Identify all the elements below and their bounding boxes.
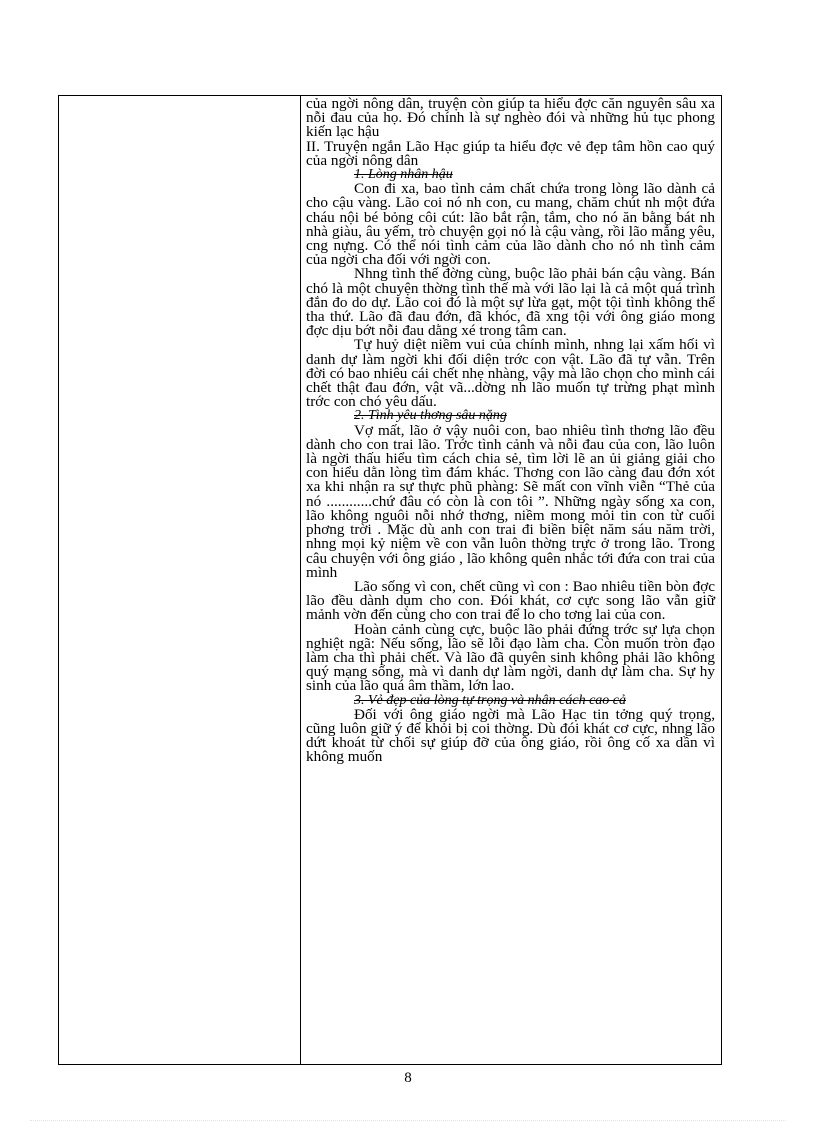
paragraph-intro: của ngời nông dân, truyện còn giúp ta hiểu đợc căn nguyên sâu xa nỗi đau của họ. Đó chính là sự nghèo đói và những hủ tục phong kiến lạc hậu (306, 96, 715, 141)
paragraph-7: Đối với ông giáo ngời mà Lão Hạc tin tởng quý trọng, cũng luôn giữ ý để khỏi bị coi thờng. Dù đói khát cơ cực, nhng lão dứt khoát từ chối sự giúp đỡ của ông giáo, rồi ông cố xa dần vì không muốn (306, 705, 715, 766)
paragraph-1: Con đi xa, bao tình cảm chất chứa trong lòng lão dành cả cho cậu vàng. Lão coi nó nh con, cu mang, chăm chút nh một đứa cháu nội bé bỏng côi cút: lão bắt rận, tắm, cho nó ăn bằng bát nh nhà giàu, âu yếm, trò chuyện gọi nó là cậu vàng, rồi lão mắng yêu, cng nựng. Có thể nói tình cảm của lão dành cho nó nh tình cảm của ngời cha đối với ngời con. (306, 180, 715, 269)
page-number: 8 (404, 1070, 412, 1086)
footer-divider (30, 1120, 786, 1121)
paragraph-2: Nhng tình thế đờng cùng, buộc lão phải bán cậu vàng. Bán chó là một chuyện thờng tình thế mà với lão lại là cả một quá trình đắn đo do dự. Lão coi đó là một sự lừa gạt, một tội tình không thể tha thứ. Lão đã đau đớn, đã khóc, đã xng tội với ông giáo mong đợc dịu bớt nỗi đau dằng xé trong tâm can. (306, 265, 715, 340)
left-column (59, 96, 301, 1064)
paragraph-3: Tự huỷ diệt niềm vui của chính mình, nhng lại xấm hối vì danh dự làm ngời khi đối diện trớc con vật. Lão đã tự vẫn. Trên đời có bao nhiêu cái chết nhẹ nhàng, vậy mà lão chọn cho mình cái chết thật đau đớn, vật vã...dờng nh lão muốn tự trừng phạt mình trớc con chó yêu dấu. (306, 336, 715, 411)
subheading-2: 2. Tình yêu thơng sâu nặng (354, 408, 507, 424)
section-heading-2: II. Truyện ngắn Lão Hạc giúp ta hiểu đợc vẻ đẹp tâm hồn cao quý của ngời nông dân (306, 137, 715, 169)
content-table (58, 95, 722, 1065)
subheading-1: 1. Lòng nhân hậu (354, 167, 453, 183)
subheading-3: 3. Vẻ đẹp của lòng tự trọng và nhân cách cao cả (354, 692, 627, 708)
paragraph-6: Hoàn cảnh cùng cực, buộc lão phải đứng trớc sự lựa chọn nghiệt ngã: Nếu sống, lão sẽ lỗi đạo làm cha. Còn muốn tròn đạo làm cha thì phải chết. Và lão đã quyên sinh không phải lão không quý mạng sống, mà vì danh dự làm ngời, danh dự làm cha. Sự hy sinh của lão quá âm thầm, lớn lao. (306, 620, 715, 695)
paragraph-4: Vợ mất, lão ở vậy nuôi con, bao nhiêu tình thơng lão đều dành cho con trai lão. Trớc tình cảnh và nỗi đau của con, lão luôn là ngời thấu hiểu tìm cách chia sẻ, tìm lời lẽ an ủi giảng giải cho con hiểu dằn lòng tìm đám khác. Thơng con lão càng đau đớn xót xa khi nhận ra sự thực phũ phàng: Sẽ mất con vĩnh viễn “Thẻ của nó ............chứ đâu có còn là con tôi ”. Những ngày sống xa con, lão không nguôi nỗi nhớ thơng, niềm mong mỏi tin con từ cuối phơng trời . Mặc dù anh con trai đi biền biệt năm sáu năm trời, nhng mọi kỷ niệm về con vẫn luôn thờng trực ở trong lão. Trong câu chuyện với ông giáo , lão không quên nhắc tới đứa con trai của mình (306, 421, 715, 581)
right-column (301, 96, 721, 1064)
paragraph-5: Lão sống vì con, chết cũng vì con : Bao nhiêu tiền bòn đợc lão đều dành dụm cho con. Đói khát, cơ cực song lão vẫn giữ mảnh vờn đến cùng cho con trai để lo cho tơng lai của con. (306, 577, 715, 624)
